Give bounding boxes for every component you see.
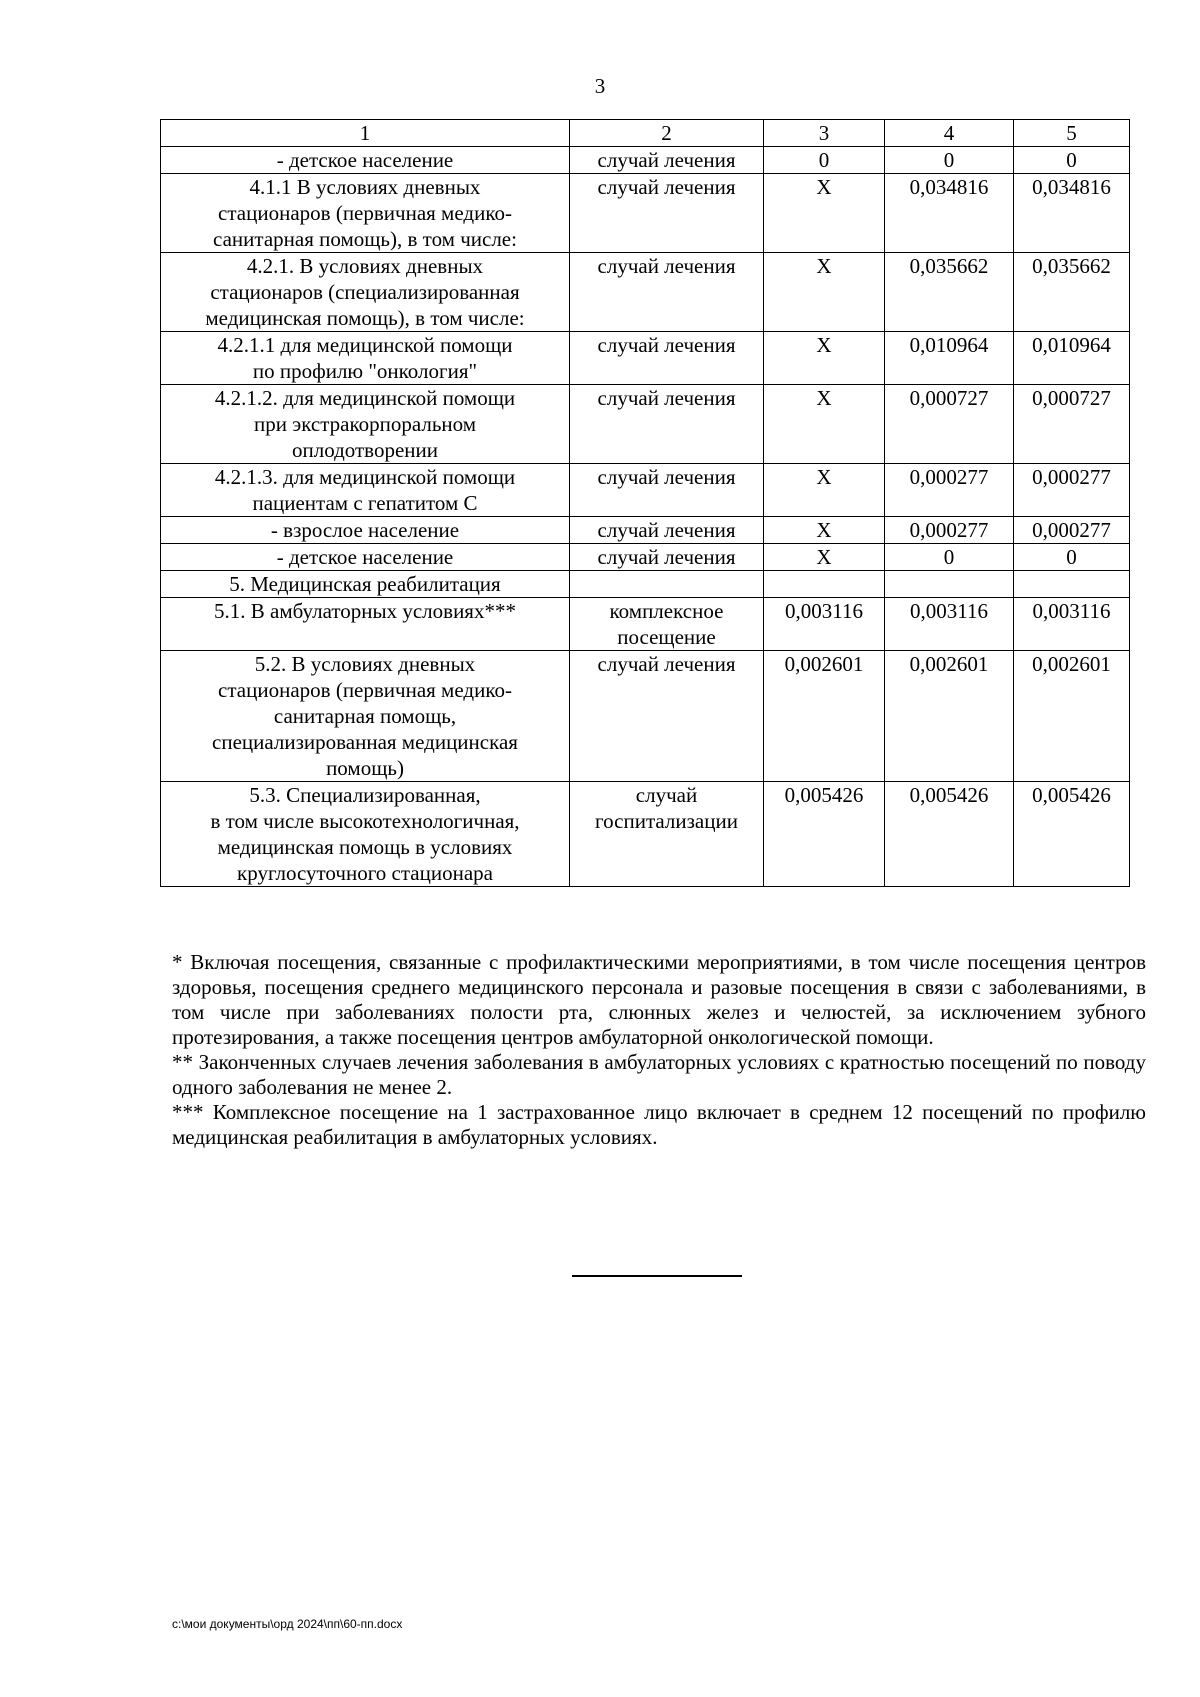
footnote-1: * Включая посещения, связанные с профилактическими мероприятиями, в том числе посещения центров здоровья, посещения среднего медицинского персонала и разовые посещения в связи с заболеваниями, в том числе при заболеваниях полости рта, слюнных желез и челюстей, за исключением зубного протезирования, а также посещения центров амбулаторной онкологической помощи.: [172, 950, 1146, 1049]
table-cell: [570, 571, 764, 598]
table-cell: 0,002601: [764, 651, 885, 782]
table-cell: 0,003116: [764, 598, 885, 651]
table-cell: случай лечения: [570, 332, 764, 385]
table-row: [161, 651, 1130, 782]
table-cell: - взрослое население: [161, 517, 570, 544]
header-cell: 5: [1014, 120, 1130, 147]
table-cell: [1014, 571, 1130, 598]
table-cell: случай лечения: [570, 464, 764, 517]
table-row: [161, 517, 1130, 544]
table-cell: случай лечения: [570, 385, 764, 464]
table-cell: 5.1. В амбулаторных условиях***: [161, 598, 570, 651]
table-cell: Х: [764, 544, 885, 571]
table-cell: 0: [885, 147, 1014, 174]
footnote-2: ** Законченных случаев лечения заболевания в амбулаторных условиях с кратностью посещений по поводу одного заболевания не менее 2.: [172, 1050, 1146, 1099]
table-cell: 0,035662: [885, 253, 1014, 332]
footnote-3: *** Комплексное посещение на 1 застрахованное лицо включает в среднем 12 посещений по профилю медицинская реабилитация в амбулаторных условиях.: [172, 1100, 1146, 1149]
table-row: [161, 782, 1130, 887]
table-cell: 4.1.1 В условиях дневных стационаров (первичная медико- санитарная помощь), в том числе:: [161, 174, 570, 253]
table-cell: 5.2. В условиях дневных стационаров (первичная медико- санитарная помощь, специализированная медицинская помощь): [161, 651, 570, 782]
table-row: [161, 174, 1130, 253]
table-cell: - детское население: [161, 147, 570, 174]
table-row: [161, 253, 1130, 332]
table-cell: Х: [764, 385, 885, 464]
table-cell: Х: [764, 332, 885, 385]
footnotes: [172, 950, 1146, 1150]
table-cell: 0: [1014, 544, 1130, 571]
table-cell: 0,000277: [885, 517, 1014, 544]
table-cell: случай лечения: [570, 147, 764, 174]
table-cell: 0,002601: [885, 651, 1014, 782]
table-cell: 0,035662: [1014, 253, 1130, 332]
table-row: [161, 385, 1130, 464]
table-cell: 0,010964: [1014, 332, 1130, 385]
table-cell: 0,000277: [1014, 464, 1130, 517]
table-cell: 0,005426: [885, 782, 1014, 887]
table-row: [161, 147, 1130, 174]
table-cell: [764, 571, 885, 598]
table-cell: 4.2.1.2. для медицинской помощи при экстракорпоральном оплодотворении: [161, 385, 570, 464]
table-row: [161, 332, 1130, 385]
table-cell: 4.2.1.1 для медицинской помощи по профилю "онкология": [161, 332, 570, 385]
table-header-row: [161, 120, 1130, 147]
table-cell: 5.3. Специализированная, в том числе высокотехнологичная, медицинская помощь в условиях круглосуточного стационара: [161, 782, 570, 887]
table-cell: Х: [764, 464, 885, 517]
table-cell: 5. Медицинская реабилитация: [161, 571, 570, 598]
table-cell: 0: [1014, 147, 1130, 174]
table-cell: 0,034816: [1014, 174, 1130, 253]
table-cell: случай лечения: [570, 253, 764, 332]
table-cell: Х: [764, 253, 885, 332]
table-cell: 0,010964: [885, 332, 1014, 385]
table-cell: Х: [764, 517, 885, 544]
volumes-table: [160, 119, 1130, 887]
table-row: [161, 464, 1130, 517]
header-cell: 4: [885, 120, 1014, 147]
table-cell: случай лечения: [570, 174, 764, 253]
table-cell: случай лечения: [570, 517, 764, 544]
table-cell: 0,000277: [885, 464, 1014, 517]
table-row: [161, 544, 1130, 571]
table-cell: [885, 571, 1014, 598]
table-cell: случай лечения: [570, 544, 764, 571]
header-cell: 2: [570, 120, 764, 147]
header-cell: 1: [161, 120, 570, 147]
table-cell: 0,000727: [885, 385, 1014, 464]
page-number: 3: [594, 74, 606, 98]
table-cell: случай лечения: [570, 651, 764, 782]
table-row: [161, 571, 1130, 598]
table-cell: 0,003116: [1014, 598, 1130, 651]
table-cell: случай госпитализации: [570, 782, 764, 887]
table-cell: комплексное посещение: [570, 598, 764, 651]
table-cell: 0,005426: [764, 782, 885, 887]
table-cell: Х: [764, 174, 885, 253]
table-cell: 4.2.1.3. для медицинской помощи пациентам с гепатитом С: [161, 464, 570, 517]
table-cell: 0,005426: [1014, 782, 1130, 887]
table-cell: 0,000727: [1014, 385, 1130, 464]
table-cell: 0,003116: [885, 598, 1014, 651]
file-path: c:\мои документы\орд 2024\пп\60-пп.docx: [172, 1617, 403, 1631]
table-cell: 0,002601: [1014, 651, 1130, 782]
table-row: [161, 598, 1130, 651]
table-cell: 0,034816: [885, 174, 1014, 253]
table-cell: 0: [885, 544, 1014, 571]
separator-line: [572, 1275, 742, 1277]
header-cell: 3: [764, 120, 885, 147]
table-cell: - детское население: [161, 544, 570, 571]
table-cell: 0: [764, 147, 885, 174]
table-cell: 4.2.1. В условиях дневных стационаров (специализированная медицинская помощь), в том числе:: [161, 253, 570, 332]
table-cell: 0,000277: [1014, 517, 1130, 544]
